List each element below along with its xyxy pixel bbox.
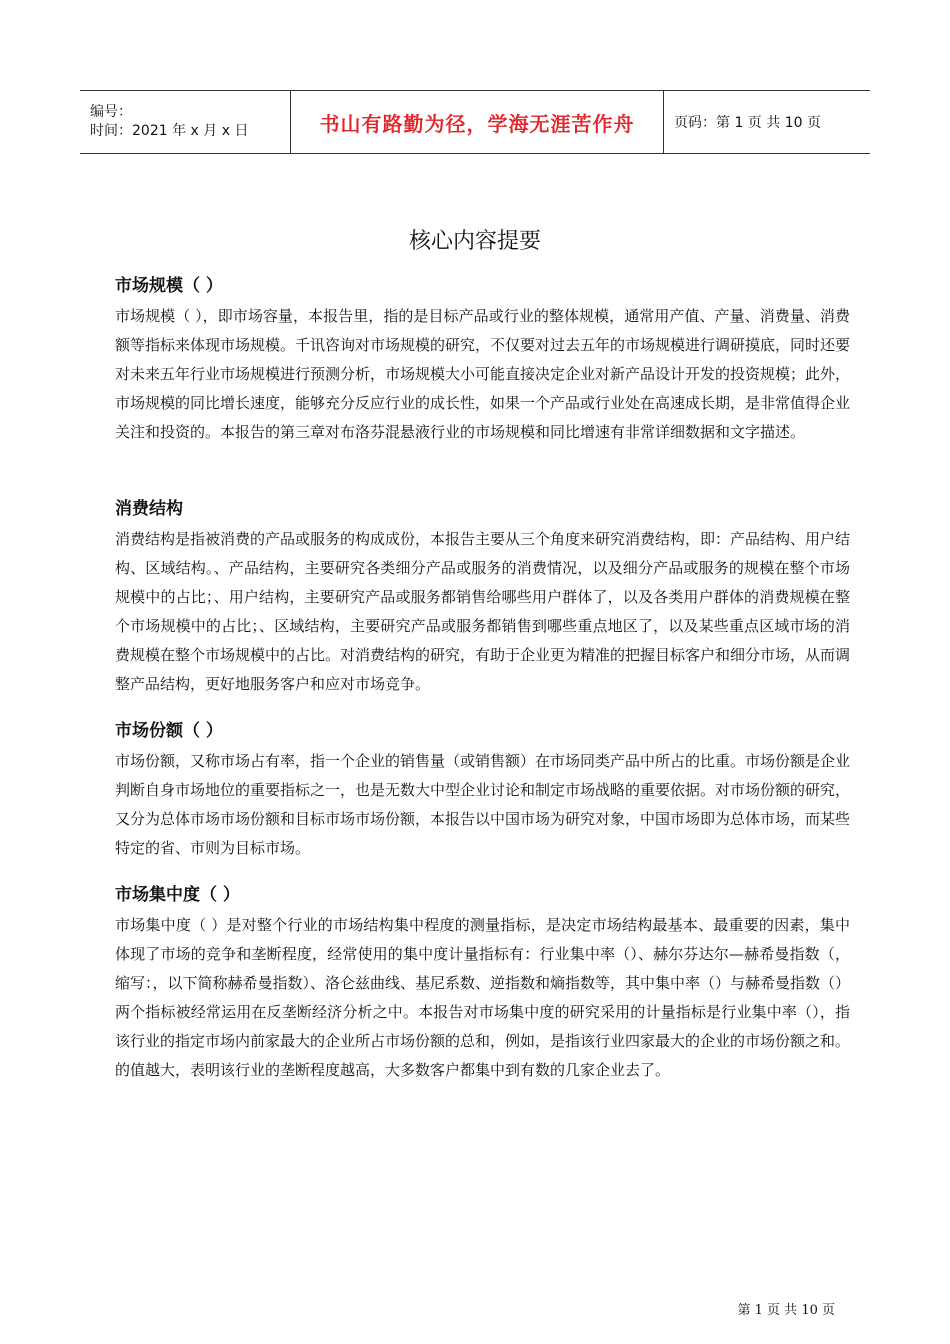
- document-header: [80, 90, 870, 154]
- header-page-info-cell: [664, 91, 870, 153]
- section-heading-market-size: 市场规模（ ）: [115, 276, 223, 296]
- header-motto-cell: [291, 91, 664, 153]
- code-label: 编号：: [90, 104, 132, 120]
- footer-page-number: 第 1 页 共 10 页: [737, 1303, 835, 1318]
- section-body-market-share: 市场份额，又称市场占有率，指一个企业的销售量（或销售额）在市场同类产品中所占的比重。市场份额是企业判断自身市场地位的重要指标之一，也是无数大中型企业讨论和制定市场战略的重要依据。对市场份额的研究，又分为总体市场市场份额和目标市场市场份额，本报告以中国市场为研究对象，中国市场即为总体市场，而某些特定的省、市则为目标市场。: [115, 752, 851, 857]
- section-heading-market-share: 市场份额（ ）: [115, 721, 223, 741]
- section-heading-consumption-structure: 消费结构: [115, 499, 183, 519]
- header-meta: [80, 91, 291, 153]
- page-title: 核心内容提要: [408, 229, 541, 254]
- motto: 书山有路勤为径，学海无涯苦作舟: [319, 111, 635, 136]
- section-body-consumption-structure: 消费结构是指被消费的产品或服务的构成成份，本报告主要从三个角度来研究消费结构，即：产品结构、用户结构、区域结构。、产品结构，主要研究各类细分产品或服务的消费情况，以及细分产品或服务的规模在整个市场规模中的占比；、用户结构，主要研究产品或服务都销售给哪些用户群体了，以及各类用户群体的消费规模在整个市场规模中的占比；、区域结构，主要研究产品或服务都销售到哪些重点地区了，以及某些重点区域市场的消费规模在整个市场规模中的占比。对消费结构的研究，有助于企业更为精准的把握目标客户和细分市场，从而调整产品结构，更好地服务客户和应对市场竞争。: [115, 530, 851, 693]
- time-label: 时间：2021 年 x 月 x 日: [90, 123, 249, 139]
- page-info: 页码：第 1 页 共 10 页: [674, 115, 821, 131]
- section-body-market-size: 市场规模（ ），即市场容量，本报告里，指的是目标产品或行业的整体规模，通常用产值、产量、消费量、消费额等指标来体现市场规模。千讯咨询对市场规模的研究，不仅要对过去五年的市场规模进行调研摸底，同时还要对未来五年行业市场规模进行预测分析，市场规模大小可能直接决定企业对新产品设计开发的投资规模；此外，市场规模的同比增长速度，能够充分反应行业的成长性，如果一个产品或行业处在高速成长期，是非常值得企业关注和投资的。本报告的第三章对布洛芬混悬液行业的市场规模和同比增速有非常详细数据和文字描述。: [115, 307, 851, 441]
- section-body-market-concentration: 市场集中度（ ）是对整个行业的市场结构集中程度的测量指标，是决定市场结构最基本、最重要的因素，集中体现了市场的竞争和垄断程度，经常使用的集中度计量指标有：行业集中率（）、赫尔芬达尔—赫希曼指数（，缩写：，以下简称赫希曼指数）、洛仑兹曲线、基尼系数、逆指数和熵指数等，其中集中率（）与赫希曼指数（）两个指标被经常运用在反垄断经济分析之中。本报告对市场集中度的研究采用的计量指标是行业集中率（），指该行业的指定市场内前家最大的企业所占市场份额的总和，例如，是指该行业四家最大的企业的市场份额之和。的值越大，表明该行业的垄断程度越高，大多数客户都集中到有数的几家企业去了。: [115, 916, 851, 1079]
- section-heading-market-concentration: 市场集中度（ ）: [115, 885, 240, 905]
